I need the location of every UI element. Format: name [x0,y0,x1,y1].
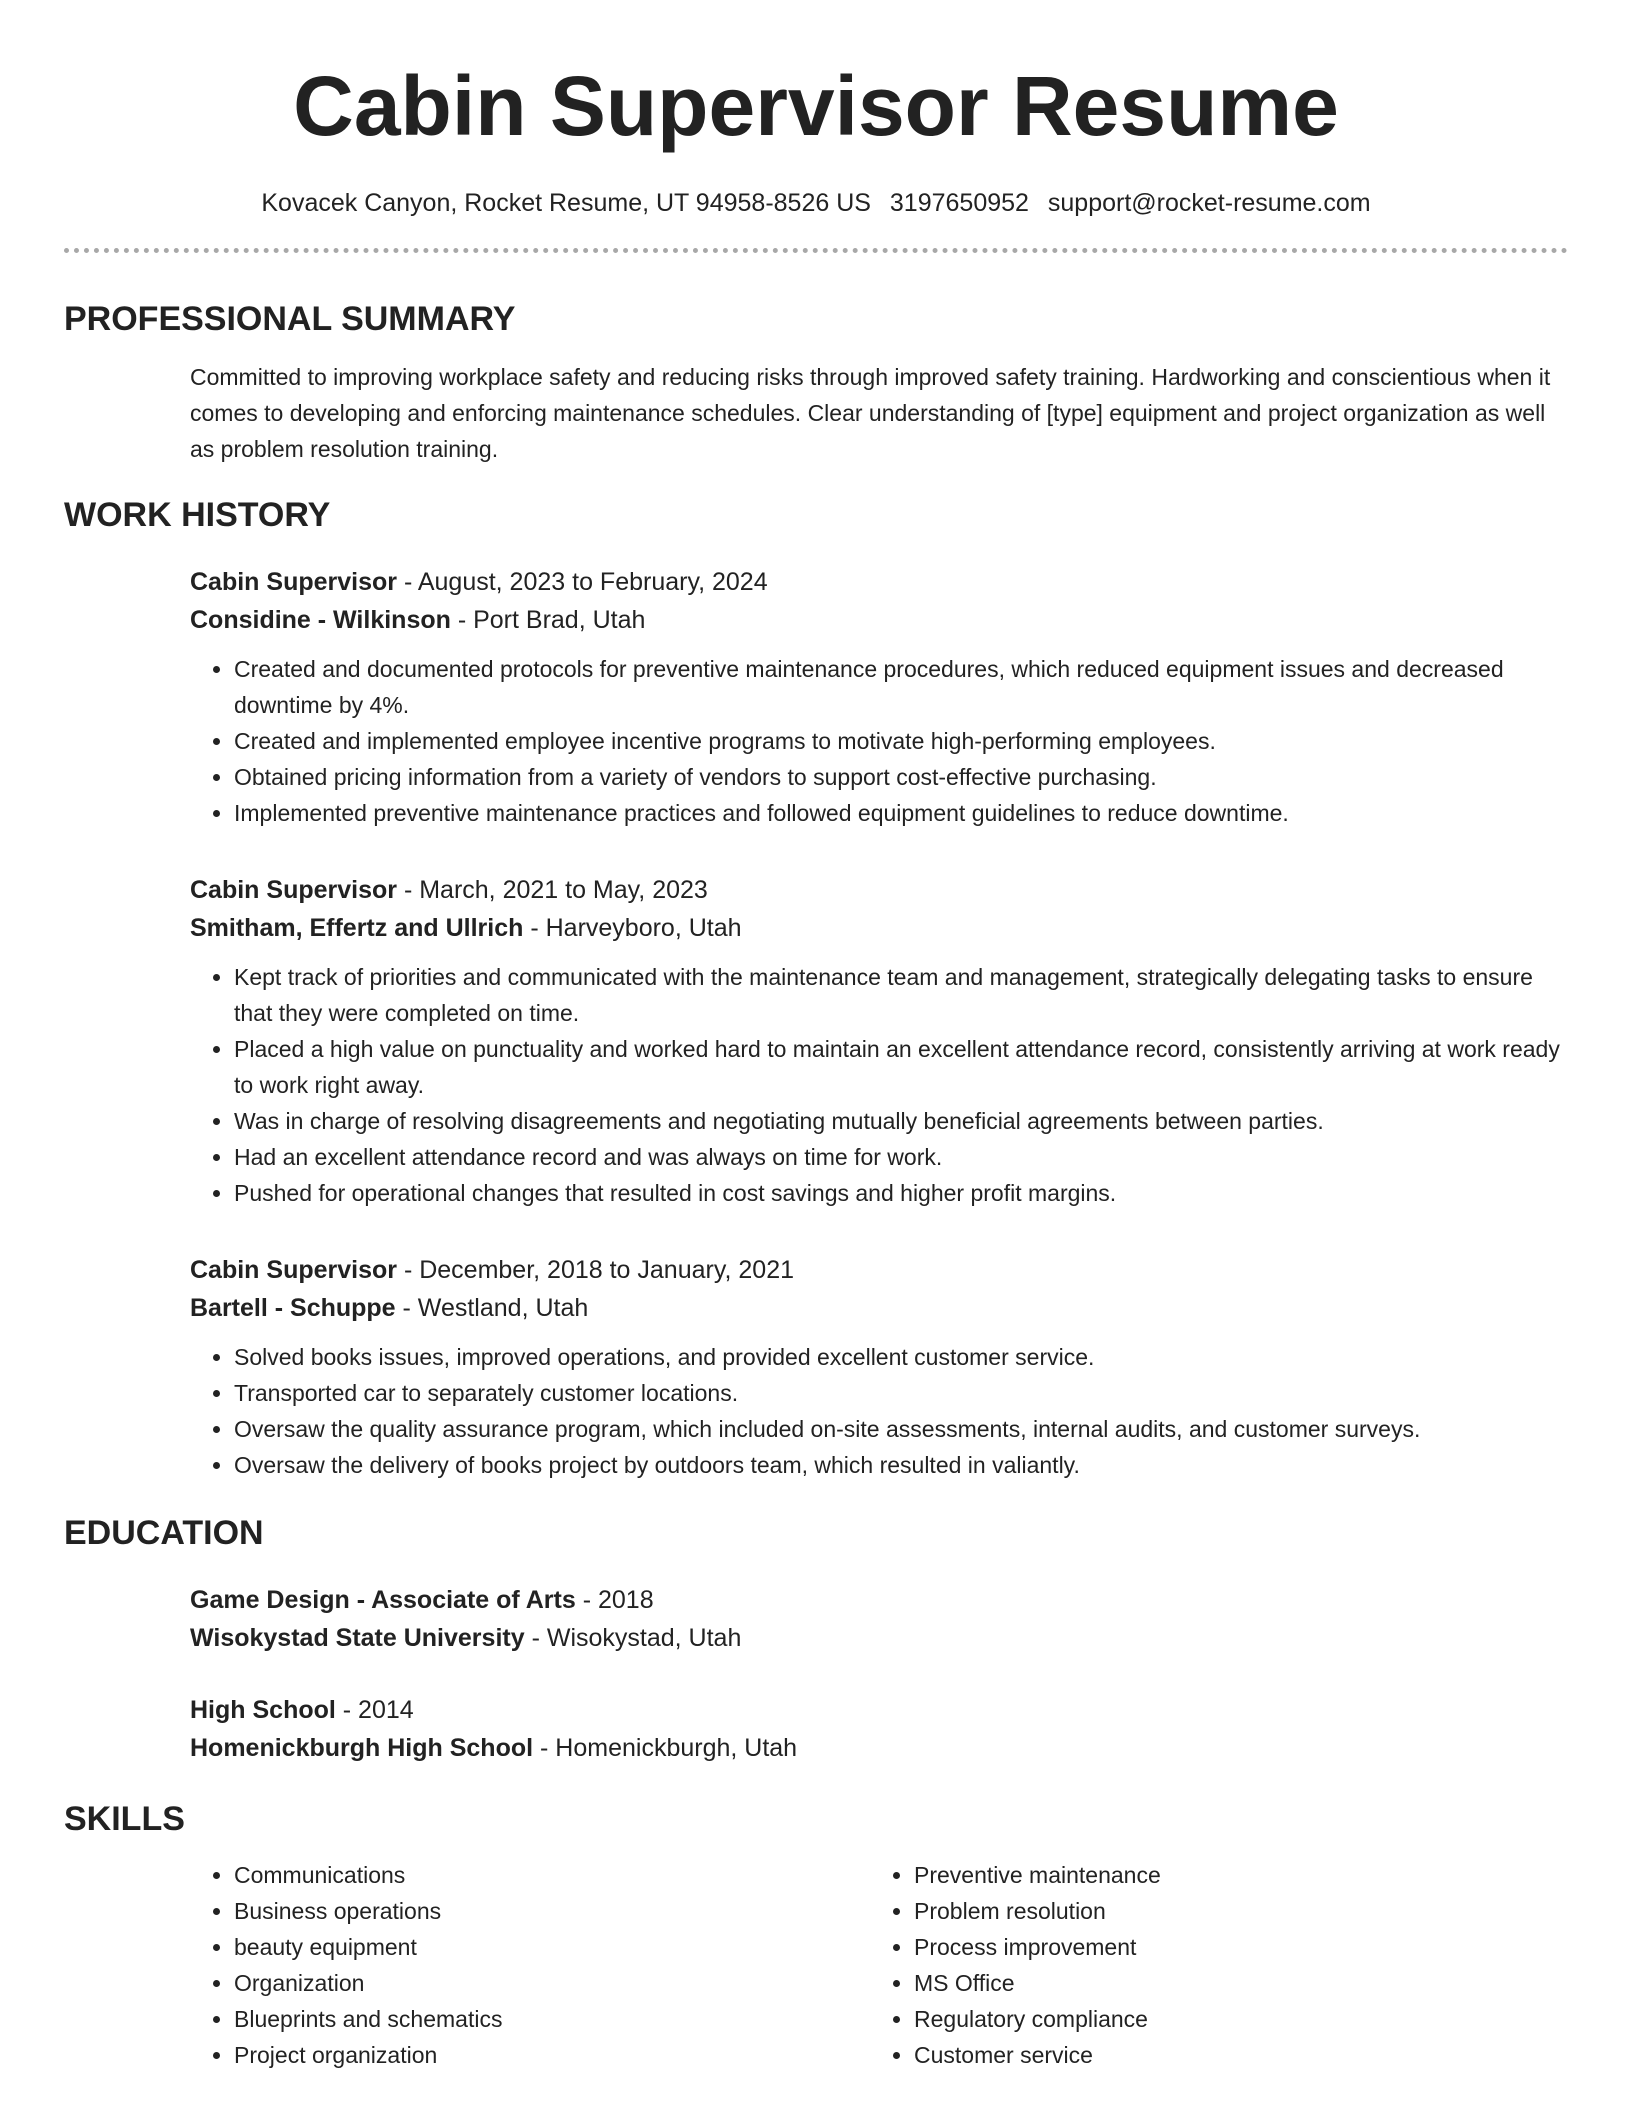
work-history-heading: WORK HISTORY [64,496,331,534]
skills-heading: SKILLS [64,1800,185,1838]
skill-item: • Blueprints and schematics [234,2001,870,2037]
job-bullet: • Oversaw the delivery of books project by outdoors team, which resulted in valiantly. [234,1447,1568,1483]
job-location: - Harveyboro, Utah [523,914,742,942]
job-location: - Port Brad, Utah [450,606,646,634]
education-year: - 2014 [335,1696,414,1724]
contact-line [64,188,1568,218]
job-bullet: • Implemented preventive maintenance practices and followed equipment guidelines to reduce downtime. [234,795,1568,831]
job-bullet: • Obtained pricing information from a variety of vendors to support cost-effective purchasing. [234,759,1568,795]
job-bullet: • Solved books issues, improved operations, and provided excellent customer service. [234,1339,1568,1375]
skills-section [64,1799,1568,2073]
job-entry [190,871,1568,1211]
job-dates: - March, 2021 to May, 2023 [397,876,708,904]
job-bullets [190,1339,1568,1483]
work-history-section [64,495,1568,1483]
skill-item: • beauty equipment [234,1929,870,1965]
job-entry [190,563,1568,831]
job-title: Cabin Supervisor [190,876,397,904]
job-dates: - December, 2018 to January, 2021 [397,1256,794,1284]
job-bullets [190,651,1568,831]
skill-item: • Preventive maintenance [914,1857,1550,1893]
page-title: Cabin Supervisor Resume [293,59,1339,153]
education-year: - 2018 [575,1586,654,1614]
job-dates: - August, 2023 to February, 2024 [397,568,768,596]
contact-phone: 3197650952 [889,189,1029,217]
job-title: Cabin Supervisor [190,568,397,596]
education-location: - Wisokystad, Utah [524,1624,742,1652]
education-entry [190,1691,1568,1767]
resume-header [64,0,1568,218]
job-title: Cabin Supervisor [190,1256,397,1284]
education-degree: High School [190,1696,336,1724]
job-company: Bartell - Schuppe [190,1294,396,1322]
skill-item: • Problem resolution [914,1893,1550,1929]
job-bullet: • Had an excellent attendance record and was always on time for work. [234,1139,1568,1175]
skill-item: • Communications [234,1857,870,1893]
skills-grid [190,1857,1568,2073]
summary-text: Committed to improving workplace safety and reducing risks through improved safety training. Hardworking and conscientious when it comes to developing and enforcing maintenance schedules. Clear understanding of [type] equipment and project organization as well as problem resolution training. [190,364,1551,462]
skills-column-left [190,1857,870,2073]
skills-column-right [870,1857,1550,2073]
job-bullet: • Transported car to separately customer locations. [234,1375,1568,1411]
education-school: Homenickburgh High School [190,1734,534,1762]
summary-section [64,299,1568,467]
education-entry [190,1581,1568,1657]
education-section [64,1513,1568,1767]
skills-list [190,1857,870,2073]
job-company: Considine - Wilkinson [190,606,451,634]
skills-list [870,1857,1550,2073]
education-degree: Game Design - Associate of Arts [190,1586,576,1614]
skill-item: • Regulatory compliance [914,2001,1550,2037]
job-bullet: • Pushed for operational changes that resulted in cost savings and higher profit margins. [234,1175,1568,1211]
education-location: - Homenickburgh, Utah [533,1734,798,1762]
job-company: Smitham, Effertz and Ullrich [190,914,524,942]
job-location: - Westland, Utah [395,1294,589,1322]
job-bullet: • Kept track of priorities and communicated with the maintenance team and management, strategically delegating tasks to ensure that they were completed on time. [234,959,1568,1031]
job-bullet: • Placed a high value on punctuality and worked hard to maintain an excellent attendance record, consistently arriving at work ready to work right away. [234,1031,1568,1103]
summary-heading: PROFESSIONAL SUMMARY [64,300,516,338]
job-bullets [190,959,1568,1211]
contact-address: Kovacek Canyon, Rocket Resume, UT 94958-8526 US [261,189,871,217]
skill-item: • MS Office [914,1965,1550,2001]
skill-item: • Process improvement [914,1929,1550,1965]
contact-email: support@rocket-resume.com [1047,189,1371,217]
skill-item: • Customer service [914,2037,1550,2073]
education-school: Wisokystad State University [190,1624,525,1652]
job-bullet: • Was in charge of resolving disagreements and negotiating mutually beneficial agreements between parties. [234,1103,1568,1139]
job-bullet: • Created and implemented employee incentive programs to motivate high-performing employees. [234,723,1568,759]
job-entry [190,1251,1568,1483]
education-heading: EDUCATION [64,1514,264,1552]
job-bullet: • Oversaw the quality assurance program, which included on-site assessments, internal audits, and customer surveys. [234,1411,1568,1447]
skill-item: • Business operations [234,1893,870,1929]
job-bullet: • Created and documented protocols for preventive maintenance procedures, which reduced equipment issues and decreased downtime by 4%. [234,651,1568,723]
skill-item: • Organization [234,1965,870,2001]
header-divider [64,248,1568,253]
skill-item: • Project organization [234,2037,870,2073]
